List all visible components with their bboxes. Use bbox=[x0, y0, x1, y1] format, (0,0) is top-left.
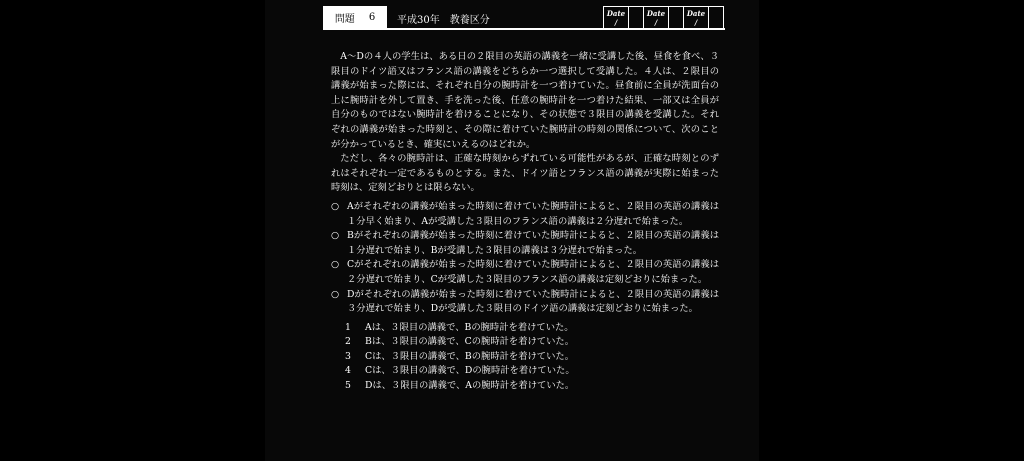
date-label: Date bbox=[606, 9, 626, 18]
date-cell bbox=[684, 7, 709, 29]
date-check-boxes bbox=[603, 6, 724, 30]
condition-text: Aがそれぞれの講義が始まった時刻に着けていた腕時計によると、２限目の英語の講義は１分早く始まり、Aが受講した３限目のフランス語の講義は２分遅れで始まった。 bbox=[347, 200, 719, 227]
answer-choice[interactable] bbox=[345, 379, 719, 394]
condition-item bbox=[331, 288, 719, 317]
circle-bullet-icon: ○ bbox=[331, 200, 340, 212]
answer-text: Cは、３限目の講義で、Bの腕時計を着けていた。 bbox=[365, 350, 574, 362]
answer-choice[interactable] bbox=[345, 364, 719, 379]
answer-text: Aは、３限目の講義で、Bの腕時計を着けていた。 bbox=[365, 321, 574, 333]
condition-text: Cがそれぞれの講義が始まった時刻に着けていた腕時計によると、２限目の英語の講義は２分遅れで始まり、Cが受講した３限目のフランス語の講義は定刻どおりに始まった。 bbox=[347, 259, 719, 285]
date-blank bbox=[709, 7, 723, 29]
answer-choice[interactable] bbox=[345, 350, 719, 365]
question-body bbox=[331, 50, 719, 394]
header-divider bbox=[323, 28, 725, 30]
answer-text: Dは、３限目の講義で、Aの腕時計を着けていた。 bbox=[365, 380, 575, 392]
question-label: 問題 bbox=[334, 13, 355, 25]
date-slash: / bbox=[694, 18, 698, 27]
date-blank bbox=[669, 7, 684, 29]
date-cell bbox=[644, 7, 669, 29]
answer-number: 2 bbox=[345, 336, 351, 348]
condition-text: Dがそれぞれの講義が始まった時刻に着けていた腕時計によると、２限目の英語の講義は３分遅れで始まり、Dが受講した３限目のドイツ語の講義は定刻どおりに始まった。 bbox=[347, 288, 719, 315]
condition-item bbox=[331, 200, 719, 229]
answer-text: Bは、３限目の講義で、Cの腕時計を着けていた。 bbox=[365, 336, 574, 348]
date-label: Date bbox=[646, 9, 666, 18]
problem-note-paragraph: ただし、各々の腕時計は、正確な時刻からずれている可能性があるが、正確な時刻とのずれはそれぞれ一定であるものとする。また、ドイツ語とフランス語の講義が実際に始まった時刻は、定刻どおりとは限らない。 bbox=[331, 153, 719, 194]
date-blank bbox=[629, 7, 644, 29]
answer-choice[interactable] bbox=[345, 321, 719, 336]
answer-number: 4 bbox=[345, 365, 351, 377]
answer-text: Cは、３限目の講義で、Dの腕時計を着けていた。 bbox=[365, 365, 575, 377]
circle-bullet-icon: ○ bbox=[331, 288, 340, 300]
question-number: 6 bbox=[368, 11, 376, 23]
condition-item bbox=[331, 258, 719, 287]
condition-list bbox=[331, 200, 719, 317]
answer-number: 3 bbox=[345, 350, 351, 362]
exam-year-category: 平成30年 教養区分 bbox=[397, 15, 490, 26]
document-page bbox=[265, 0, 759, 461]
answer-choices bbox=[331, 321, 719, 394]
date-label: Date bbox=[686, 9, 706, 18]
answer-number: 5 bbox=[345, 380, 351, 392]
circle-bullet-icon: ○ bbox=[331, 259, 340, 271]
answer-number: 1 bbox=[345, 321, 351, 333]
problem-paragraph: A～Dの４人の学生は、ある日の２限目の英語の講義を一緒に受講した後、昼食を食べ、３限目のドイツ語又はフランス語の講義をどちらか一つ選択して受講した。４人は、２限目の講義が始まった際には、それぞれ自分の腕時計を一つ着けていた。昼食前に全員が洗面台の上に腕時計を外して置き、手を洗った後、任意の腕時計を一つ着けた結果、一部又は全員が自分のものではない腕時計を着けることになり、その状態で３限目の講義を受講した。それぞれの講義が始まった時刻と、その際に着けていた腕時計の時刻の関係について、次のことが分かっているとき、確実にいえるのはどれか。 bbox=[331, 51, 719, 150]
question-number-box bbox=[323, 6, 387, 28]
date-slash: / bbox=[654, 18, 658, 27]
answer-choice[interactable] bbox=[345, 335, 719, 350]
date-slash: / bbox=[614, 18, 618, 27]
condition-text: Bがそれぞれの講義が始まった時刻に着けていた腕時計によると、２限目の英語の講義は１分遅れで始まり、Bが受講した３限目の講義は３分遅れで始まった。 bbox=[347, 230, 719, 256]
date-cell bbox=[604, 7, 629, 29]
condition-item bbox=[331, 229, 719, 258]
circle-bullet-icon: ○ bbox=[331, 230, 340, 242]
